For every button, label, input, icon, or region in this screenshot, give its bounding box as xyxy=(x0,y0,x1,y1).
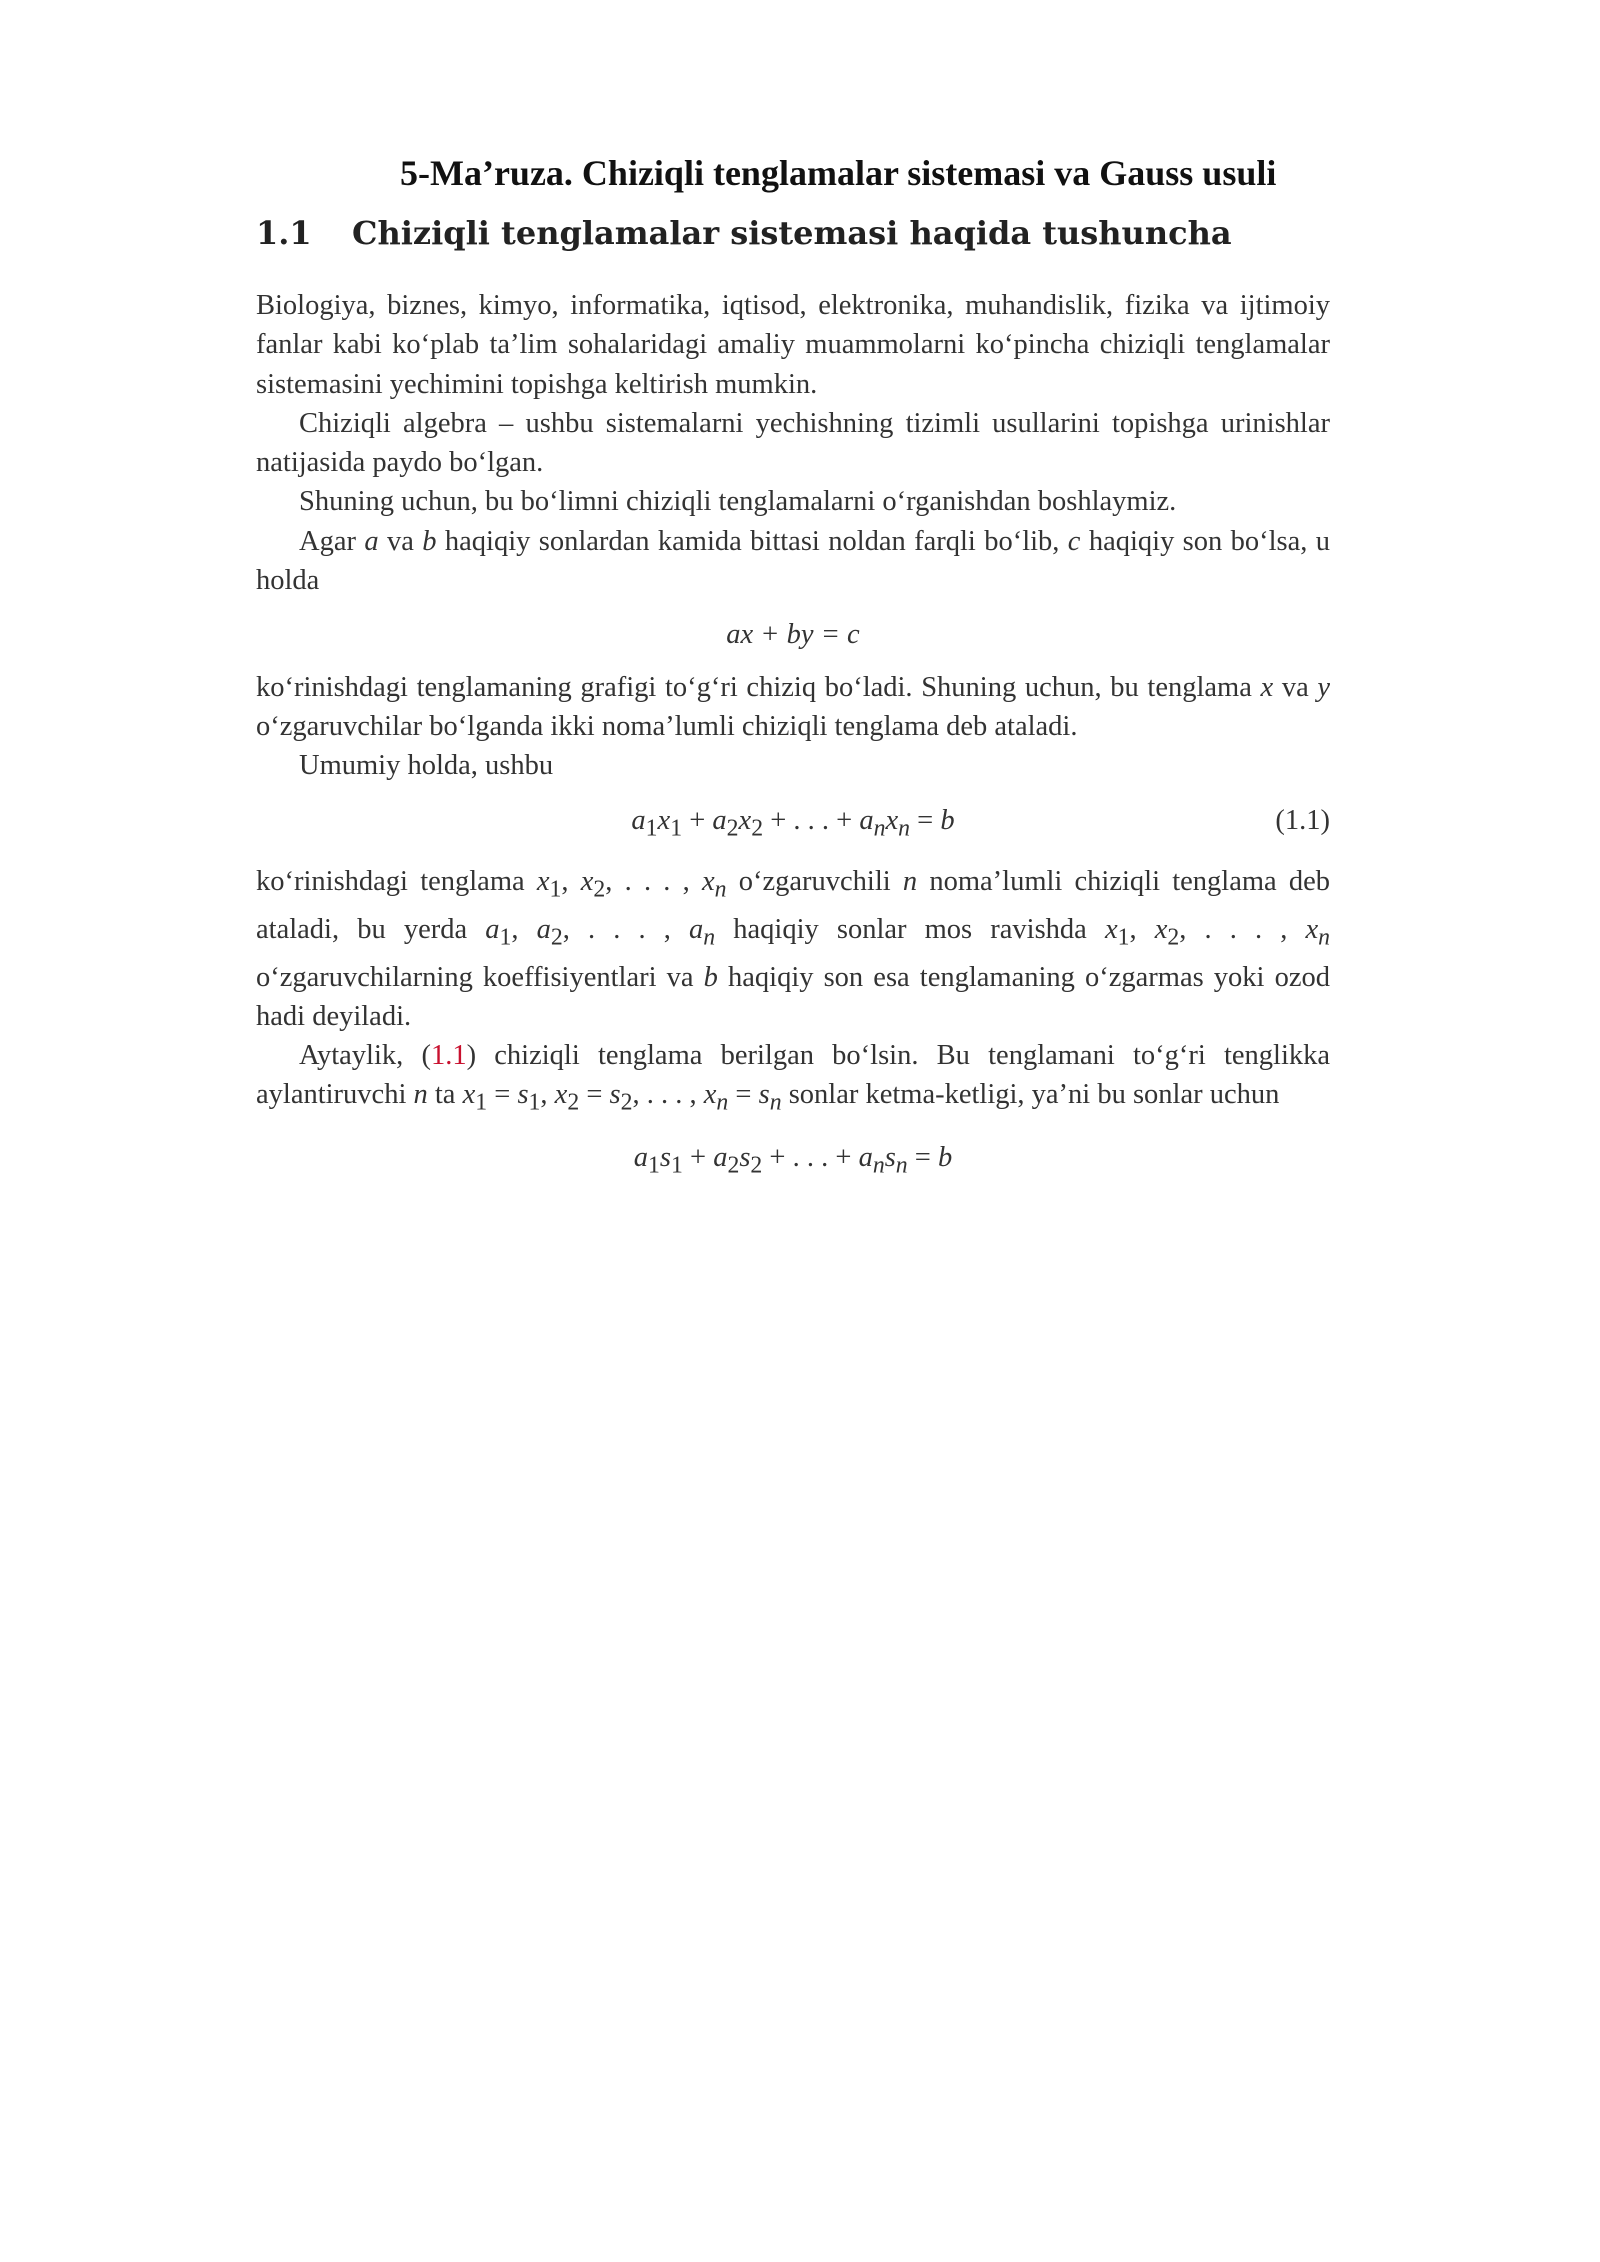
paragraph-3: Shuning uchun, bu bo‘limni chiziqli tenglamalarni o‘rganishdan boshlaymiz. xyxy=(299,486,1177,518)
equation-linear-two xyxy=(256,615,1330,654)
paragraph-4: Agar a va b haqiqiy sonlardan kamida bittasi noldan farqli bo‘lib, c haqiqiy son bo‘lsa, u holda xyxy=(256,525,1331,597)
equation-general-linear xyxy=(256,801,1330,849)
paragraph-6: Umumiy holda, ushbu xyxy=(299,750,554,782)
section-number: 1.1 xyxy=(256,214,312,252)
section-heading xyxy=(256,214,1336,252)
paragraph-1: Biologiya, biznes, kimyo, informatika, iqtisod, elektronika, muhandislik, fizika va ijtimoiy fanlar kabi ko‘plab ta’lim sohalaridagi amaliy muammolarni ko‘pincha chiziqli tenglamalar sistemasini yechimini topishga keltirish mumkin. xyxy=(256,290,1330,400)
equation-reference-link[interactable]: 1.1 xyxy=(430,1040,467,1072)
section-title: Chiziqli tenglamalar sistemasi haqida tushuncha xyxy=(352,214,1232,252)
paragraph-8: Aytaylik, (1.1) chiziqli tenglama berilgan bo‘lsin. Bu tenglamani to‘g‘ri tenglikka aylantiruvchi n ta $x_1 = s_1$, $x_2 = s_2$, . . . , $x_n = s_n$ sonlar ketma-ketligi, ya’ni bu sonlar uchun xyxy=(256,1040,1331,1117)
equation-solution-sequence xyxy=(256,1138,1330,1186)
equation-text: ax + by = c xyxy=(726,619,860,651)
body-text xyxy=(256,286,1330,1199)
paragraph-5: ko‘rinishdagi tenglamaning grafigi to‘g‘ri chiziq bo‘ladi. Shuning uchun, bu tenglama x va y o‘zgaruvchilar bo‘lganda ikki noma’lumli chiziqli tenglama deb ataladi. xyxy=(256,671,1331,742)
paragraph-2: Chiziqli algebra – ushbu sistemalarni yechishning tizimli usullarini topishga urinishlar natijasida paydo bo‘lgan. xyxy=(256,407,1330,479)
lecture-title: 5-Ma’ruza. Chiziqli tenglamalar sistemasi va Gauss usuli xyxy=(400,153,1277,193)
equation-tag: (1.1) xyxy=(1275,804,1330,836)
equation-body: $a_1x_1 + a_2x_2$ + . . . + $a_nx_n = b$ xyxy=(631,804,955,842)
equation-body: $a_1s_1 + a_2s_2$ + . . . + $a_ns_n = b$ xyxy=(633,1142,953,1180)
paragraph-7: ko‘rinishdagi tenglama $x_1$, $x_2$, . . . , $x_n$ o‘zgaruvchili n noma’lumli chiziqli tenglama deb ataladi, bu yerda $a_1$, $a_2$, . . . , $a_n$ haqiqiy sonlar mos ravishda $x_1$, $x_2$, . . . , $x_n$ o‘zgaruvchilarning koeffisiyentlari va b haqiqiy son esa tenglamaning o‘zgarmas yoki ozod hadi deyiladi. xyxy=(256,865,1331,1032)
